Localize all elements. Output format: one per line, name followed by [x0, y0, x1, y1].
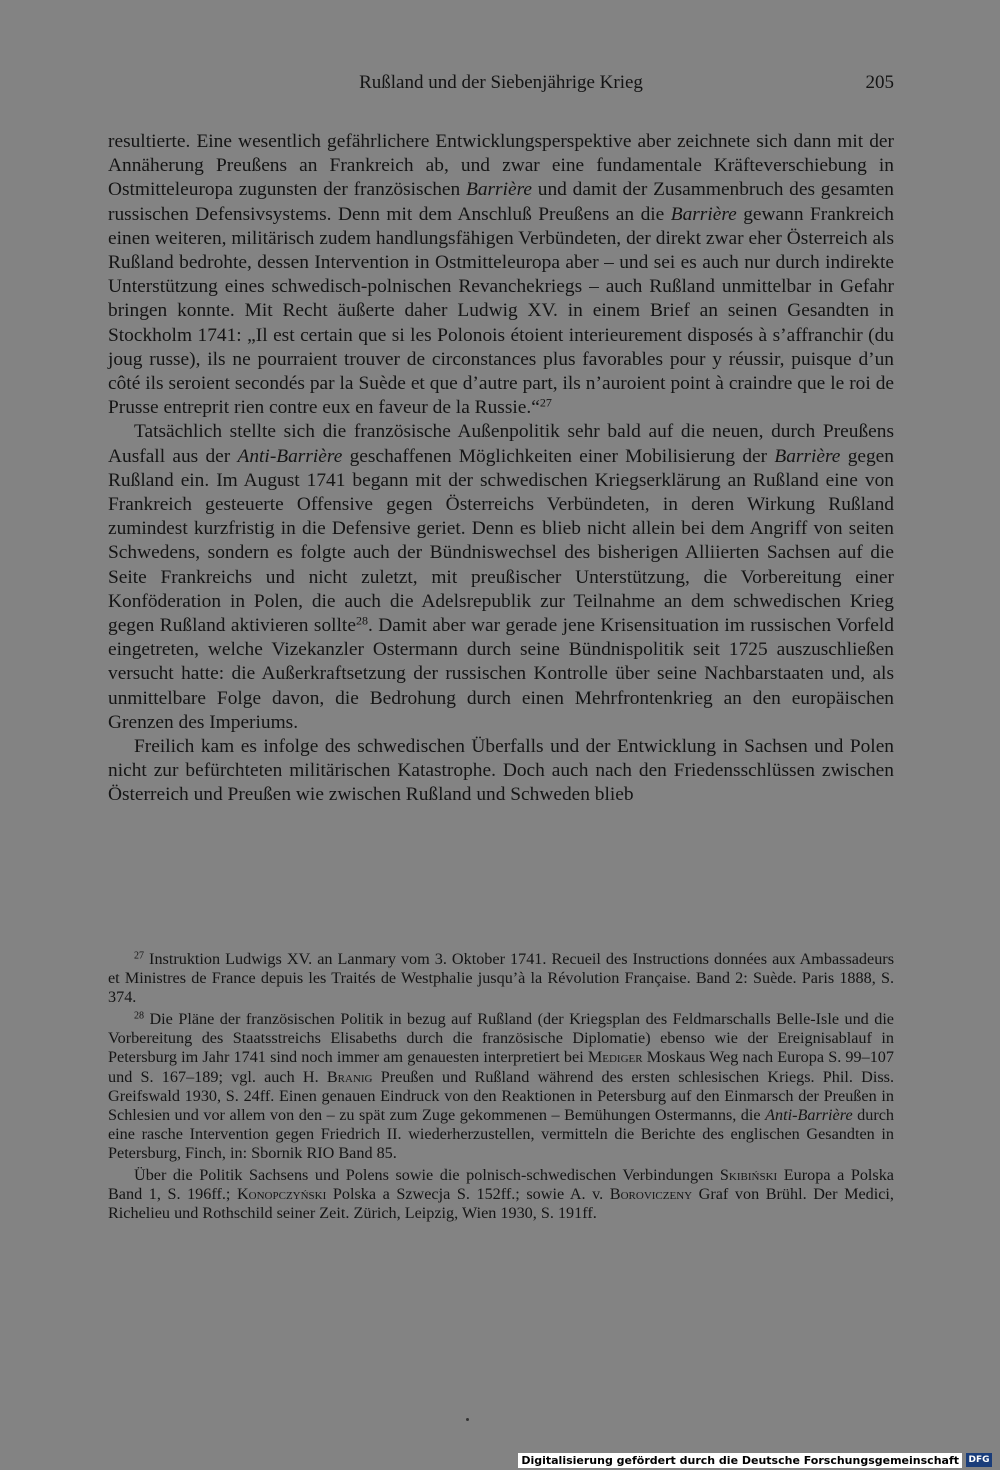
- running-header: [108, 72, 894, 102]
- footnote-27: $^{27}$ Instruktion Ludwigs XV. an Lanmary vom 3. Oktober 1741. Recueil des Instructions données aux Ambassadeurs et Ministres de France depuis les Traités de Westphalie jusqu’à la Révolution Française. Band 2: Suède. Paris 1888, S. 374.: [108, 950, 894, 1007]
- running-title: Rußland und der Siebenjährige Krieg: [359, 72, 643, 93]
- scan-speck: [466, 1418, 469, 1421]
- page-number: 205: [865, 72, 894, 93]
- footnote-28: $^{28}$ Die Pläne der französischen Politik in bezug auf Rußland (der Kriegsplan des Feldmarschalls Belle-Isle und die Vorbereitung des Staatsstreichs Elisabeths durch die französische Diplomatie) ebenso wie der Ereignisablauf in Petersburg im Jahr 1741 sind noch immer am genauesten interpretiert bei Mediger Moskaus Weg nach Europa S. 99–107 und S. 167–189; vgl. auch H. Branig Preußen und Rußland während des ersten schlesischen Kriegs. Phil. Diss. Greifswald 1930, S. 24ff. Einen genauen Eindruck von den Reaktionen in Petersburg auf den Einmarsch der Preußen in Schlesien und vor allem von den – zu spät zum Zuge gekommenen – Bemühungen Ostermanns, die Anti-Barrière durch eine rasche Intervention gegen Friedrich II. wiederherzustellen, vermitteln die Berichte des englischen Gesandten in Petersburg, Finch, in: Sbornik RIO Band 85.: [108, 1010, 894, 1162]
- main-text: [108, 130, 894, 808]
- paragraph-1: resultierte. Eine wesentlich gefährlichere Entwicklungsperspektive aber zeichnete sich dann mit der Annäherung Preußens an Frankreich ab, und zwar eine fundamentale Kräfteverschiebung in Ostmitteleuropa zugunsten der französischen Barrière und damit der Zusammenbruch des gesamten russischen Defensivsystems. Denn mit dem Anschluß Preußens an die Barrière gewann Frankreich einen weiteren, militärisch zudem handlungsfähigen Verbündeten, der direkt zwar eher Österreich als Rußland bedrohte, dessen Intervention in Ostmitteleuropa aber – und sei es auch nur durch indirekte Unterstützung eines schwedisch-polnischen Revanchekriegs – auch Rußland unmittelbar in Gefahr bringen konnte. Mit Recht äußerte daher Ludwig XV. in einem Brief an seinen Gesandten in Stockholm 1741: „Il est certain que si les Polonois étoient interieurement disposés à s’affranchir (du joug russe), ils ne pourraient trouver de circonstances plus favorables pour y réussir, puisque d’un côté ils seroient secondés par la Suède et que d’autre part, ils n’auroient point à craindre que le roi de Prusse entreprit rien contre eux en faveur de la Russie.“$^{27}$: [108, 131, 894, 419]
- paragraph-2: Tatsächlich stellte sich die französische Außenpolitik sehr bald auf die neuen, durch Preußens Ausfall aus der Anti-Barrière geschaffenen Möglichkeiten einer Mobilisierung der Barrière gegen Rußland ein. Im August 1741 begann mit der schwedischen Kriegserklärung an Rußland eine von Frankreich gesteuerte Offensive gegen Österreichs Verbündeten, in deren Wirkung Rußland zumindest kurzfristig in die Defensive geriet. Denn es blieb nicht allein bei dem Angriff von seiten Schwedens, sondern es folgte auch der Bündniswechsel des bisherigen Alliierten Sachsen auf die Seite Frankreichs und nicht zuletzt, mit preußischer Unterstützung, die Vorbereitung einer Konföderation in Polen, die auch die Adelsrepublik zur Teilnahme an dem schwedischen Krieg gegen Rußland aktivieren sollte$^{28}$. Damit aber war gerade jene Krisensituation im russischen Vorfeld eingetreten, welche Vizekanzler Ostermann durch seine Bündnispolitik seit 1725 auszuschließen versucht hatte: die Außerkraftsetzung der russischen Kontrolle über seine Nachbarstaaten und, als unmittelbare Folge davon, die Bedrohung durch einen Mehrfrontenkrieg an den europäischen Grenzen des Imperiums.: [108, 421, 894, 733]
- footnote-ref-27[interactable]: 27: [539, 395, 552, 410]
- footer-credit: Digitalisierung gefördert durch die Deutsche Forschungsgemeinschaft: [518, 1453, 962, 1468]
- paragraph-3: Freilich kam es infolge des schwedischen Überfalls und der Entwicklung in Sachsen und Polen nicht zur befürchteten militärischen Katastrophe. Doch auch nach den Friedensschlüssen zwischen Österreich und Preußen wie zwischen Rußland und Schweden blieb: [108, 736, 894, 806]
- digitization-footer: [518, 1452, 992, 1468]
- footnote-28-continued: Über die Politik Sachsens und Polens sowie die polnisch-schwedischen Verbindungen Skibiński Europa a Polska Band 1, S. 196ff.; Konopczyński Polska a Szwecja S. 152ff.; sowie A. v. Boroviczeny Graf von Brühl. Der Medici, Richelieu und Rothschild seiner Zeit. Zürich, Leipzig, Wien 1930, S. 191ff.: [108, 1166, 894, 1223]
- dfg-logo[interactable]: DFG: [966, 1453, 992, 1467]
- footnote-ref-28[interactable]: 28: [355, 613, 368, 628]
- footnotes: [108, 950, 894, 1223]
